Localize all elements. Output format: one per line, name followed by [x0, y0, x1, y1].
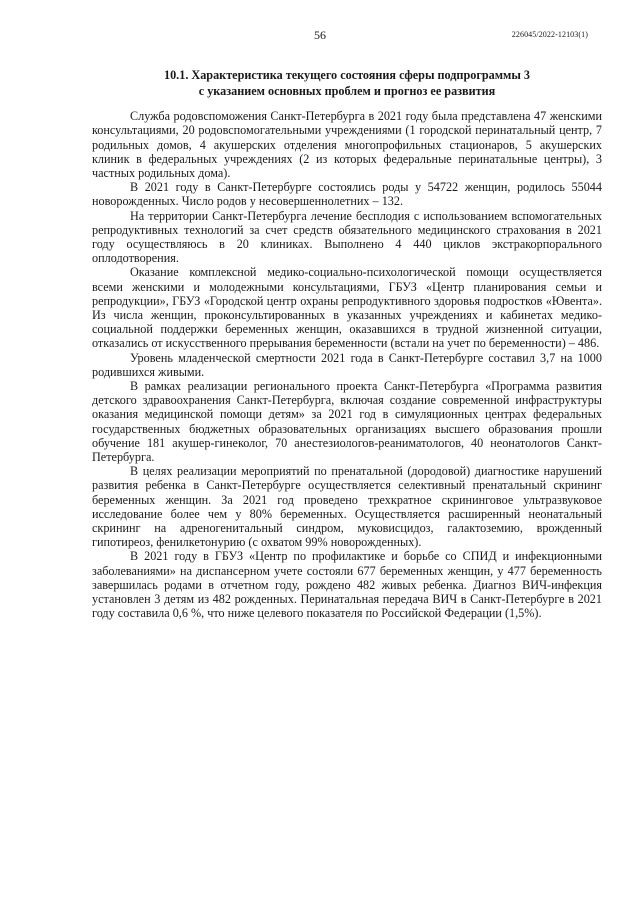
- page-number: 56: [314, 28, 326, 42]
- paragraph-psychological-support: Оказание комплексной медико-социально-психологической помощи осуществляется всеми женскими и молодежными консультациями, ГБУЗ «Центр планирования семьи и репродукции», ГБУЗ «Городской центр охраны репродуктивного здоровья подростков «Ювента». Из числа женщин, проконсультированных в указанных учреждениях и кабинетах медико-социальной поддержки беременных женщин, оказавшихся в трудной жизненной ситуации, отказались от искусственного прерывания беременности (встали на учет по беременности) – 486.: [92, 265, 602, 351]
- paragraph-hiv-prevention: В 2021 году в ГБУЗ «Центр по профилактике и борьбе со СПИД и инфекционными заболеваниями» на диспансерном учете состояли 677 беременных женщин, у 477 беременность завершилась родами в отчетном году, рождено 482 живых ребенка. Диагноз ВИЧ-инфекция установлен 3 детям из 482 рожденных. Перинатальная передача ВИЧ в Санкт-Петербурге в 2021 году составила 0,6 %, что ниже целевого показателя по Российской Федерации (1,5%).: [92, 549, 602, 621]
- section-heading-line-2: с указанием основных проблем и прогноз ее развития: [198, 83, 496, 98]
- paragraph-infant-mortality: Уровень младенческой смертности 2021 года в Санкт-Петербурге составил 3,7 на 1000 родившихся живыми.: [92, 350, 602, 379]
- paragraph-births: В 2021 году в Санкт-Петербурге состоялись роды у 54722 женщин, родилось 55044 новорожденных. Число родов у несовершеннолетних – 132.: [92, 180, 602, 209]
- section-heading: [92, 68, 602, 99]
- paragraph-regional-project: В рамках реализации регионального проекта Санкт-Петербурга «Программа развития детского здравоохранения Санкт-Петербурга, включая создание современной инфраструктуры оказания медицинской помощи детям» за 2021 год в симуляционных центрах федеральных государственных бюджетных образовательных организациях высшего образования прошли обучение 181 акушер-гинеколог, 70 анестезиологов-реаниматологов, 40 неонатологов Санкт-Петербурга.: [92, 379, 602, 465]
- document-body: [92, 68, 602, 621]
- section-heading-line-1: 10.1. Характеристика текущего состояния сферы подпрограммы 3: [163, 68, 530, 82]
- paragraph-infertility-treatment: На территории Санкт-Петербурга лечение бесплодия с использованием вспомогательных репродуктивных технологий за счет средств обязательного медицинского страхования в 2021 году осуществляюсь в 20 клиниках. Выполнено 4 440 циклов экстракорпорального оплодотворения.: [92, 208, 602, 266]
- paragraph-prenatal-diagnostics: В целях реализации мероприятий по пренатальной (дородовой) диагностике нарушений развития ребенка в Санкт-Петербурге осуществляется селективный пренатальный скрининг беременных женщин. За 2021 год проведено трехкратное скрининговое ультразвуковое исследование более чем у 80% беременных. Осуществляется расширенный неонатальный скрининг на адреногенитальный синдром, муковисцидоз, галактоземию, врожденный гипотиреоз, фенилкетонурию (с охватом 99% новорожденных).: [92, 464, 602, 550]
- document-id: 226045/2022-12103(1): [511, 30, 588, 39]
- paragraph-maternity-service: Служба родовспоможения Санкт-Петербурга в 2021 году была представлена 47 женскими консультациями, 20 родовспомогательными учреждениями (1 городской перинатальный центр, 7 родильных домов, 4 акушерских отделения многопрофильных стационаров, 5 акушерских клиник в федеральных учреждениях (2 из которых федеральные перинатальные центры), 3 частных родильных дома).: [92, 109, 602, 180]
